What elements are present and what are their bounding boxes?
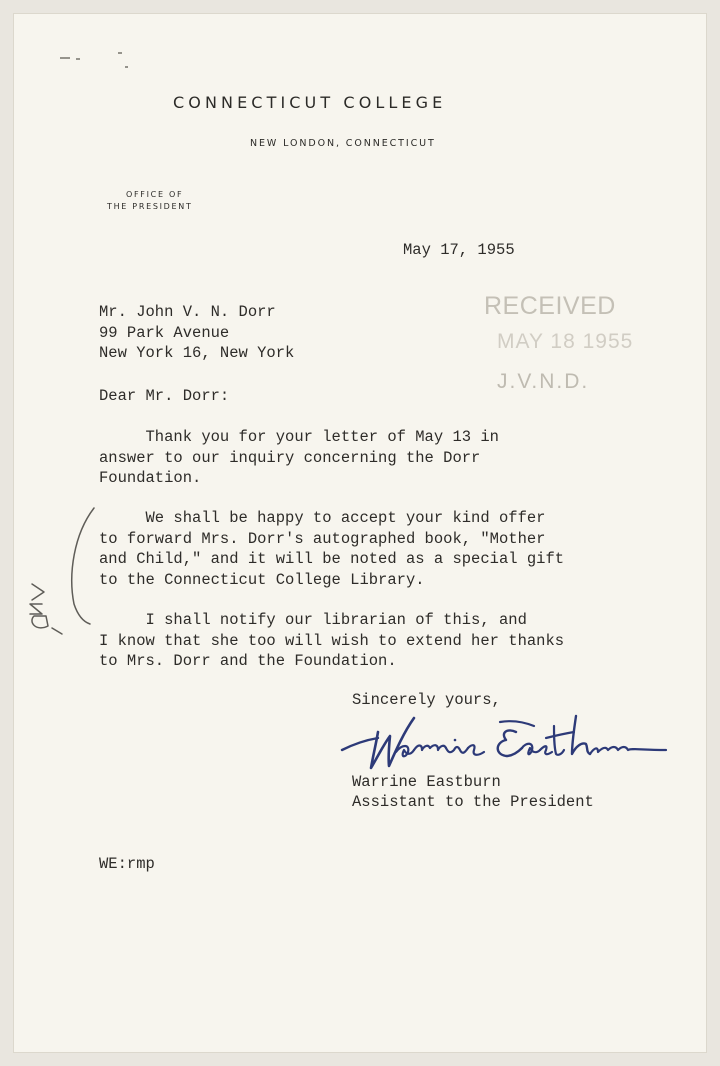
recipient-street: 99 Park Avenue [99, 323, 230, 342]
margin-annotation [24, 504, 104, 654]
handwritten-signature [340, 710, 670, 772]
letter-date: May 17, 1955 [403, 241, 515, 259]
body-line: We shall be happy to accept your kind offer [99, 509, 546, 527]
body-paragraph-2 [99, 508, 564, 590]
office-label-line1: OFFICE OF [126, 190, 184, 199]
body-line: to Mrs. Dorr and the Foundation. [99, 652, 397, 670]
body-line: to the Connecticut College Library. [99, 570, 425, 589]
signer-name: Warrine Eastburn [352, 773, 501, 791]
body-line: to forward Mrs. Dorr's autographed book, "Mother [99, 529, 546, 548]
body-paragraph-3 [99, 610, 564, 672]
pencil-marks-icon [58, 50, 148, 90]
institution-address: NEW LONDON, CONNECTICUT [250, 138, 436, 149]
received-stamp-initials: J.V.N.D. [497, 370, 590, 393]
recipient-city: New York 16, New York [99, 344, 295, 362]
received-stamp-date: MAY 18 1955 [497, 330, 634, 353]
salutation: Dear Mr. Dorr: [99, 387, 230, 405]
body-line: answer to our inquiry concerning the Dorr [99, 448, 481, 467]
signer-title: Assistant to the President [352, 793, 594, 811]
body-line: I know that she too will wish to extend her thanks [99, 631, 565, 650]
closing: Sincerely yours, [352, 691, 501, 709]
reference-initials: WE:rmp [99, 855, 155, 873]
recipient-address-block [99, 302, 294, 364]
letter-sheet [14, 14, 706, 1052]
body-line: I shall notify our librarian of this, and [99, 611, 527, 629]
body-line: Foundation. [99, 469, 202, 487]
body-paragraph-1 [99, 427, 499, 489]
office-label-line2: THE PRESIDENT [107, 202, 193, 211]
recipient-name: Mr. John V. N. Dorr [99, 303, 276, 321]
institution-name: CONNECTICUT COLLEGE [173, 93, 447, 112]
body-line: and Child," and it will be noted as a special gift [99, 550, 565, 568]
received-stamp: RECEIVED [484, 292, 616, 320]
body-line: Thank you for your letter of May 13 in [99, 428, 499, 446]
